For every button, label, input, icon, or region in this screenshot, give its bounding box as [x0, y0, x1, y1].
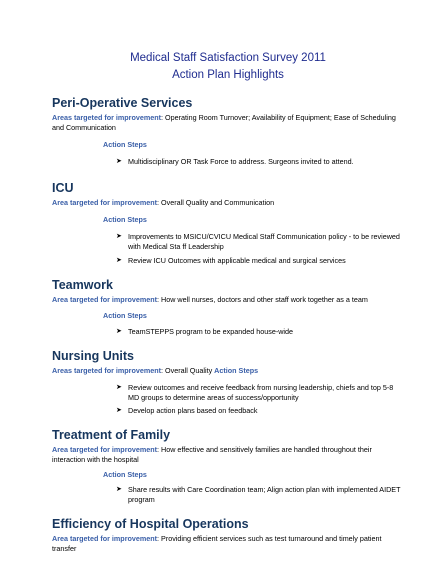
target-line: [52, 198, 404, 208]
section-heading: ICU: [52, 181, 74, 195]
step-text: Review outcomes and receive feedback from nursing leadership, chiefs and top 5-8 MD groups to determine areas of success/opportunity: [128, 383, 394, 402]
action-steps-label: Action Steps: [103, 470, 147, 479]
target-label: Area targeted for improvement: [52, 198, 158, 207]
target-text: : How well nurses, doctors and other staff work together as a team: [157, 295, 368, 304]
action-step: [116, 256, 404, 266]
action-step: [116, 383, 404, 403]
step-text: Review ICU Outcomes with applicable medical and surgical services: [128, 256, 346, 265]
section-peri-operative: [52, 96, 404, 167]
action-step: [116, 406, 404, 416]
action-steps-label: Action Steps: [214, 366, 259, 375]
section-treatment-of-family: [52, 428, 404, 505]
target-label: Area targeted for improvement: [52, 534, 158, 543]
section-nursing-units: [52, 349, 404, 416]
target-label: Area targeted for improvement: [52, 445, 158, 454]
action-step: [116, 157, 404, 167]
target-label: Area targeted for improvement: [52, 295, 158, 304]
target-line: [52, 113, 404, 133]
section-heading: Treatment of Family: [52, 428, 171, 442]
action-step: [116, 232, 404, 252]
target-text: : Overall Quality: [161, 366, 215, 375]
arrow-bullet-icon: ➤: [116, 158, 122, 165]
target-line: [52, 295, 404, 305]
arrow-bullet-icon: ➤: [116, 384, 122, 391]
document-title: Medical Staff Satisfaction Survey 2011: [130, 52, 326, 64]
step-text: TeamSTEPPS program to be expanded house-wide: [128, 327, 294, 336]
arrow-bullet-icon: ➤: [116, 257, 122, 264]
section-heading: Teamwork: [52, 278, 113, 292]
arrow-bullet-icon: ➤: [116, 328, 122, 335]
step-text: Improvements to MSICU/CVICU Medical Staff Communication policy - to be reviewed with Medical Sta ff Leadership: [128, 232, 400, 251]
target-line: [52, 366, 404, 376]
section-heading: Peri-Operative Services: [52, 96, 193, 110]
step-text: Share results with Care Coordination team; Align action plan with implemented AIDET program: [128, 485, 401, 504]
action-steps-label: Action Steps: [103, 215, 147, 224]
section-heading: Nursing Units: [52, 349, 134, 363]
section-heading: Efficiency of Hospital Operations: [52, 517, 249, 531]
arrow-bullet-icon: ➤: [116, 486, 122, 493]
section-efficiency-hospital-operations: [52, 517, 404, 554]
target-label: Areas targeted for improvement: [52, 113, 162, 122]
action-steps-label: Action Steps: [103, 311, 147, 320]
target-text: : How effective and sensitively families are handled throughout their interaction with the hospital: [52, 445, 372, 464]
target-text: : Operating Room Turnover; Availability of Equipment; Ease of Scheduling and Communication: [52, 113, 396, 132]
target-text: : Overall Quality and Communication: [157, 198, 275, 207]
document-subtitle: Action Plan Highlights: [172, 69, 284, 81]
section-icu: [52, 181, 404, 266]
target-line: [52, 445, 404, 465]
target-label: Areas targeted for improvement: [52, 366, 162, 375]
arrow-bullet-icon: ➤: [116, 407, 122, 414]
title-block: [52, 0, 404, 84]
section-teamwork: [52, 278, 404, 337]
step-text: Multidisciplinary OR Task Force to address. Surgeons invited to attend.: [128, 157, 354, 166]
action-steps-label: Action Steps: [103, 140, 147, 149]
arrow-bullet-icon: ➤: [116, 233, 122, 240]
action-step: [116, 327, 404, 337]
step-text: Develop action plans based on feedback: [128, 406, 258, 415]
target-text: : Providing efficient services such as test turnaround and timely patient transfer: [52, 534, 382, 553]
target-line: [52, 534, 404, 554]
action-step: [116, 485, 404, 505]
